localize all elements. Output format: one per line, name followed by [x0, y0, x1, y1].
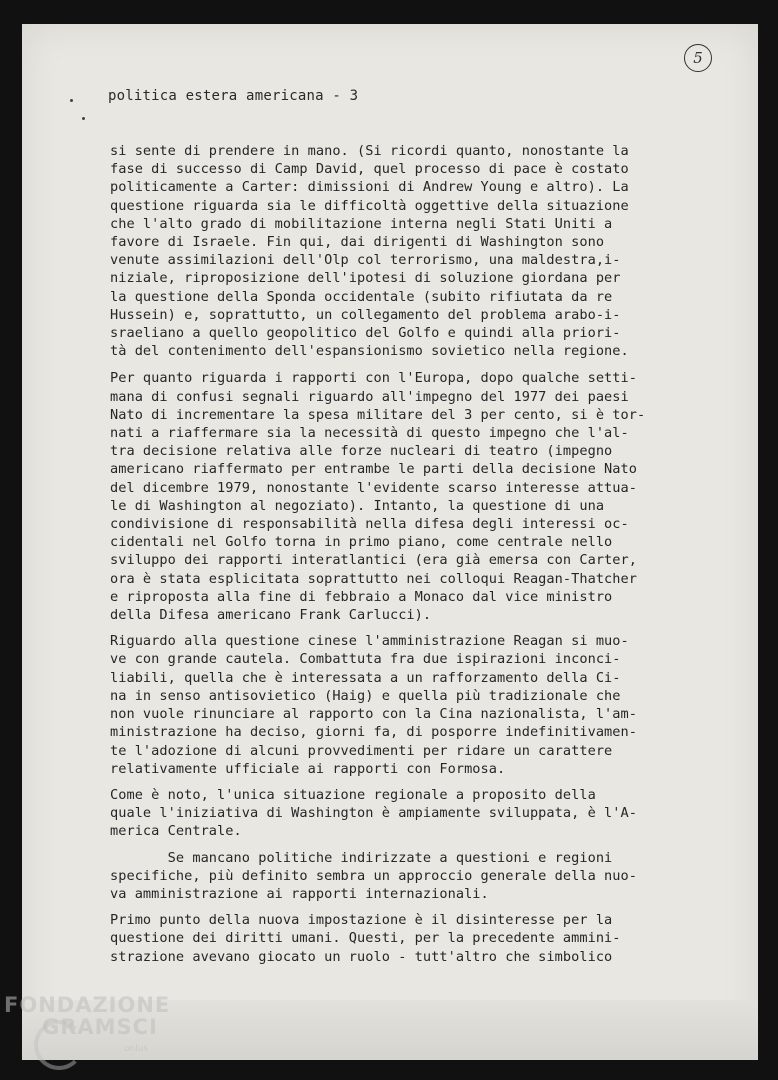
text-line: la questione della Sponda occidentale (subito rifiutata da re — [110, 288, 613, 305]
margin-mark — [70, 99, 73, 102]
watermark-line: GRAMSCI — [42, 1015, 158, 1039]
text-line: merica Centrale. — [110, 823, 242, 840]
text-line: mana di confusi segnali riguardo all'impegno del 1977 dei paesi — [110, 388, 629, 405]
text-line: liabili, quella che è interessata a un rafforzamento della Ci- — [110, 669, 621, 686]
text-line: te l'adozione di alcuni provvedimenti per ridare un carattere — [110, 742, 613, 759]
paragraph — [110, 786, 710, 841]
text-line: tra decisione relativa alle forze nucleari di teatro (impegno — [110, 443, 613, 460]
text-line: che l'alto grado di mobilitazione interna negli Stati Uniti a — [110, 215, 613, 232]
text-line: specifiche, più definito sembra un approccio generale della nuo- — [110, 867, 637, 884]
text-line: sviluppo dei rapporti interatlantici (era già emersa con Carter, — [110, 552, 637, 569]
text-line: Primo punto della nuova impostazione è il disinteresse per la — [110, 912, 613, 929]
text-line: questione dei diritti umani. Questi, per la precedente ammini- — [110, 930, 621, 947]
document-body — [110, 142, 710, 974]
text-line: tà del contenimento dell'espansionismo sovietico nella regione. — [110, 343, 629, 360]
text-line: Se mancano politiche indirizzate a questioni e regioni — [110, 849, 613, 866]
text-line: niziale, riproposizione dell'ipotesi di soluzione giordana per — [110, 270, 621, 287]
text-line: ve con grande cautela. Combattuta fra due ispirazioni inconci- — [110, 651, 621, 668]
text-line: questione riguarda sia le difficoltà oggettive della situazione — [110, 197, 629, 214]
text-line: Per quanto riguarda i rapporti con l'Europa, dopo qualche setti- — [110, 370, 637, 387]
text-line: na in senso antisovietico (Haig) e quella più tradizionale che — [110, 687, 621, 704]
text-line: le di Washington al negoziato). Intanto, la questione di una — [110, 497, 605, 514]
text-line: sraeliano a quello geopolitico del Golfo e quindi alla priori- — [110, 325, 621, 342]
watermark-line: onlus — [124, 1044, 149, 1054]
text-line: della Difesa americano Frank Carlucci). — [110, 607, 432, 624]
paragraph — [110, 849, 710, 904]
text-line: cidentali nel Golfo torna in primo piano, come centrale nello — [110, 534, 613, 551]
text-line: del dicembre 1979, nonostante l'evidente scarso interesse attua- — [110, 479, 637, 496]
text-line: Riguardo alla questione cinese l'amministrazione Reagan si muo- — [110, 633, 629, 650]
text-line: nati a riaffermare sia la necessità di questo impegno che l'al- — [110, 425, 629, 442]
text-line: strazione avevano giocato un ruolo - tutt'altro che simbolico — [110, 948, 613, 965]
text-line: Nato di incrementare la spesa militare del 3 per cento, si è tor- — [110, 406, 646, 423]
page-header: politica estera americana - 3 — [108, 88, 359, 104]
text-line: ora è stata esplicitata soprattutto nei colloqui Reagan-Thatcher — [110, 570, 637, 587]
text-line: favore di Israele. Fin qui, dai dirigenti di Washington sono — [110, 234, 605, 251]
paragraph — [110, 911, 710, 966]
paragraph — [110, 142, 710, 360]
text-line: fase di successo di Camp David, quel processo di pace è costato — [110, 161, 629, 178]
text-line: si sente di prendere in mano. (Si ricordi quanto, nonostante la — [110, 143, 629, 159]
page-number: 5 — [684, 44, 712, 72]
text-line: relativamente ufficiale ai rapporti con Formosa. — [110, 760, 506, 777]
paragraph — [110, 369, 710, 624]
margin-mark — [82, 117, 85, 120]
paragraph — [110, 632, 710, 778]
text-line: ministrazione ha deciso, giorni fa, di posporre indefinitivamen- — [110, 724, 637, 741]
text-line: americano riaffermato per entrambe le parti della decisione Nato — [110, 461, 637, 478]
watermark-line: FONDAZIONE — [4, 993, 171, 1017]
text-line: va amministrazione ai rapporti internazionali. — [110, 885, 489, 902]
text-line: venute assimilazioni dell'Olp col terrorismo, una maldestra,i- — [110, 252, 621, 269]
text-line: non vuole rinunciare al rapporto con la Cina nazionalista, l'am- — [110, 706, 637, 723]
text-line: e riproposta alla fine di febbraio a Monaco dal vice ministro — [110, 588, 613, 605]
text-line: condivisione di responsabilità nella difesa degli interessi oc- — [110, 516, 629, 533]
text-line: quale l'iniziativa di Washington è ampiamente sviluppata, è l'A- — [110, 805, 637, 822]
text-line: Come è noto, l'unica situazione regionale a proposito della — [110, 786, 596, 803]
watermark — [4, 994, 170, 1060]
text-line: politicamente a Carter: dimissioni di Andrew Young e altro). La — [110, 179, 629, 196]
text-line: Hussein) e, soprattutto, un collegamento del problema arabo-i- — [110, 306, 621, 323]
